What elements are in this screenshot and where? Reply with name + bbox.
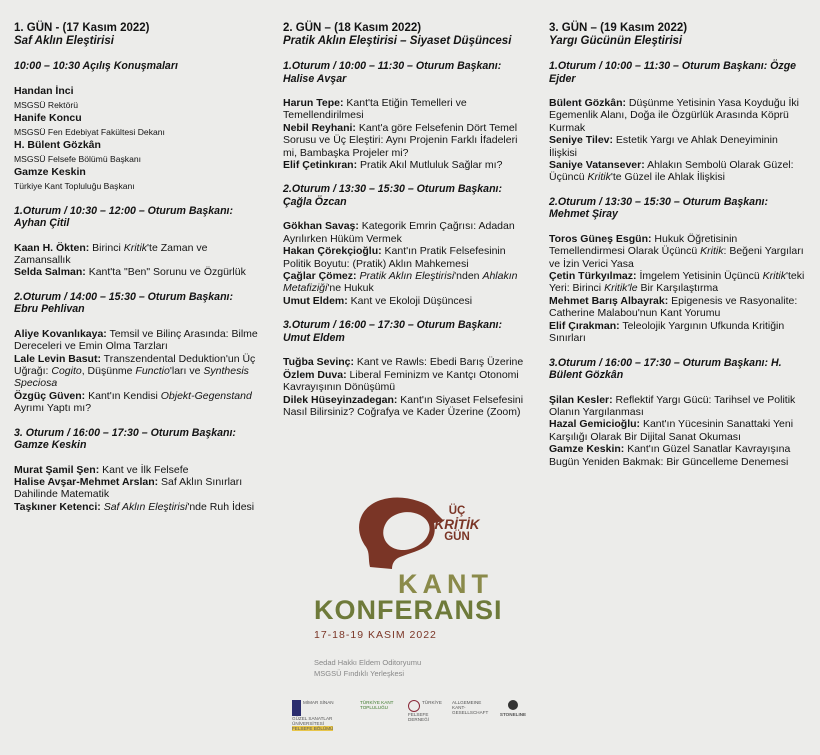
sponsor-akg: ALLGEMEINE KANT-GESELLSCHAFT xyxy=(452,700,489,716)
talk: Toros Güneş Esgün: Hukuk Öğretisinin Temellendirmesi Olarak Üçüncü Kritik: Beğeni Yargıları ve İzin Verici Yasa xyxy=(549,232,804,270)
session-talks xyxy=(14,464,260,514)
talk: Taşkıner Ketenci: Saf Aklın Eleştirisi'nde Ruh İdesi xyxy=(14,500,255,513)
talk: Nebil Reyhani: Kant'a göre Felsefenin Dört Temel Sorusu ve Üç Eleştiri: Aynı Projenin Farklı İfadeleri mi, Bambaşka Projeler mi? xyxy=(283,121,518,159)
session-title: 1.Oturum / 10:00 – 11:30 – Oturum Başkanı: Halise Avşar xyxy=(283,60,502,85)
day3-header: 3. GÜN – (19 Kasım 2022) xyxy=(549,22,688,34)
logo-gun: GÜN xyxy=(444,531,470,543)
session-talks xyxy=(14,242,260,279)
talk: Gökhan Savaş: Kategorik Emrin Çağrısı: Adadan Ayrılırken Hüküm Vermek xyxy=(283,220,515,245)
day1-header: 1. GÜN - (17 Kasım 2022) xyxy=(14,22,150,34)
session-talks xyxy=(549,97,807,184)
logo-kant: KANT xyxy=(398,569,493,599)
day3-column xyxy=(549,22,807,480)
sponsor-msgsu: MİMAR SİNAN GÜZEL SANATLAR ÜNİVERSİTESİ FELSEFE BÖLÜMÜ xyxy=(292,700,334,732)
talk: Aliye Kovanlıkaya: Temsil ve Bilinç Arasında: Bilme Dereceleri ve Emin Olma Tarzları xyxy=(14,327,258,353)
talk: Selda Salman: Kant'ta "Ben" Sorunu ve Özgürlük xyxy=(14,266,246,279)
day2-header: 2. GÜN – (18 Kasım 2022) xyxy=(283,22,422,34)
logo-kritik: KRİTİK xyxy=(434,517,480,532)
sponsor-stoneline: STONELINE xyxy=(496,700,530,717)
session-title: 1.Oturum / 10:00 – 11:30 – Oturum Başkanı: Özge Ejder xyxy=(549,60,797,85)
msgsu-logo-icon xyxy=(292,700,301,716)
logo-konferansi: KONFERANSI xyxy=(314,595,503,625)
venue xyxy=(314,657,421,679)
talk: Bülent Gözkân: Düşünme Yetisinin Yasa Koyduğu İki Egemenlik Alanı, Doğa ile Özgürlük Arasında Köprü Kurmak xyxy=(549,97,799,134)
opener-role: MSGSÜ Rektörü xyxy=(14,99,78,110)
talk: Murat Şamil Şen: Kant ve İlk Felsefe xyxy=(14,463,189,476)
day1-title: Saf Aklın Eleştirisi xyxy=(14,35,114,47)
talk: Çağlar Çömez: Pratik Aklın Eleştirisi'nden Ahlakın Metafiziği'ne Hukuk xyxy=(283,270,518,295)
venue-campus: MSGSÜ Fındıklı Yerleşkesi xyxy=(314,669,405,678)
day2-column xyxy=(283,22,531,430)
day3-title: Yargı Gücünün Eleştirisi xyxy=(549,35,683,47)
opening-speakers xyxy=(14,85,260,193)
session-talks xyxy=(283,97,531,171)
talk: Lale Levin Basut: Transzendental Deduktion'un Üç Uğrağı: Cogito, Düşünme Functio'ları ve Synthesis Speciosa xyxy=(14,352,256,390)
session-talks xyxy=(549,394,807,468)
session-title: 3.Oturum / 16:00 – 17:30 – Oturum Başkanı: H. Bülent Gözkân xyxy=(549,356,782,381)
talk: Özlem Duva: Liberal Feminizm ve Kantçı Otonomi Kavrayışının Dönüşümü xyxy=(283,368,519,394)
talk: Kaan H. Ökten: Birinci Kritik'te Zaman ve Zamansallık xyxy=(14,241,208,266)
talk: Saniye Vatansever: Ahlakın Sembolü Olarak Güzel: Üçüncü Kritik'te Güzel ile Ahlak İlişkisi xyxy=(549,159,794,184)
talk: Harun Tepe: Kant'ta Etiğin Temelleri ve Temellendirilmesi xyxy=(283,97,467,122)
venue-hall: Sedad Hakkı Eldem Oditoryumu xyxy=(314,658,422,667)
talk: Şilan Kesler: Reflektif Yargı Gücü: Tarihsel ve Politik Olanın Yargılanması xyxy=(549,393,796,418)
sponsor-philosophy-assoc: TÜRKİYE FELSEFE DERNEĞİ xyxy=(408,700,442,723)
session-title: 2.Oturum / 13:30 – 15:30 – Oturum Başkanı: Mehmet Şiray xyxy=(549,195,769,221)
session-talks xyxy=(283,356,531,418)
seal-icon xyxy=(408,700,420,712)
talk: Hakan Çörekçioğlu: Kant'ın Pratik Felsefesinin Politik Boyutu: (Pratik) Aklın Mahkemesi xyxy=(283,245,506,270)
talk: Elif Çetinkıran: Pratik Akıl Mutluluk Sağlar mı? xyxy=(283,159,503,172)
talk: Seniye Tilev: Estetik Yargı ve Ahlak Deneyiminin İlişkisi xyxy=(549,134,778,159)
opener-role: MSGSÜ Fen Edebiyat Fakültesi Dekanı xyxy=(14,126,165,137)
talk: Dilek Hüseyinzadegan: Kant'ın Siyaset Felsefesini Nasıl Bilirsiniz? Coğrafya ve Kader Üzerine (Zoom) xyxy=(283,393,524,418)
stoneline-logo-icon xyxy=(508,700,518,710)
day2-title: Pratik Aklın Eleştirisi – Siyaset Düşüncesi xyxy=(283,35,512,47)
talk: Halise Avşar-Mehmet Arslan: Saf Aklın Sınırları Dahilinde Matematik xyxy=(14,475,243,501)
talk: Tuğba Sevinç: Kant ve Rawls: Ebedi Barış Üzerine xyxy=(283,356,524,369)
sponsor-kant-society: TÜRKİYE KANT TOPLULUĞU xyxy=(360,700,394,711)
session-talks xyxy=(14,328,260,415)
talk: Çetin Türkyılmaz: İmgelem Yetisinin Üçüncü Kritik'teki Yeri: Birinci Kritik'le Bir Karşılaştırma xyxy=(549,270,805,295)
logo-uc: ÜÇ xyxy=(448,505,466,517)
opening-session: 10:00 – 10:30 Açılış Konuşmaları xyxy=(14,60,178,72)
session-title: 3. Oturum / 16:00 – 17:30 – Oturum Başkanı: Gamze Keskin xyxy=(14,426,236,452)
talk: Umut Eldem: Kant ve Ekoloji Düşüncesi xyxy=(283,294,473,307)
opener-name: Hanife Koncu xyxy=(14,111,82,124)
session-title: 3.Oturum / 16:00 – 17:30 – Oturum Başkanı: Umut Eldem xyxy=(283,319,503,344)
day1-column xyxy=(14,22,260,525)
opener-name: Handan İnci xyxy=(14,84,74,97)
opener-role: MSGSÜ Felsefe Bölümü Başkanı xyxy=(14,153,142,164)
talk: Hazal Gemicioğlu: Kant'ın Yücesinin Sanattaki Yeni Karşılığı Olarak Bir Dijital Sanat Okuması xyxy=(549,418,794,443)
session-title: 2.Oturum / 14:00 – 15:30 – Oturum Başkanı: Ebru Pehlivan xyxy=(14,290,234,316)
logo-subtitle xyxy=(412,505,502,544)
opener-name: Gamze Keskin xyxy=(14,165,86,178)
opener-name: H. Bülent Gözkân xyxy=(14,138,101,151)
opener-role: Türkiye Kant Topluluğu Başkanı xyxy=(14,180,135,191)
conference-dates: 17-18-19 KASIM 2022 xyxy=(314,629,437,641)
sponsor-strip xyxy=(290,700,530,732)
talk: Mehmet Barış Albayrak: Epigenesis ve Rasyonalite: Catherine Malabou'nun Kant Yorumu xyxy=(549,294,798,320)
talk: Gamze Keskin: Kant'ın Güzel Sanatlar Kavrayışına Bugün Yeniden Bakmak: Bir Güncelleme Denemesi xyxy=(549,443,791,468)
session-title: 2.Oturum / 13:30 – 15:30 – Oturum Başkanı: Çağla Özcan xyxy=(283,183,503,208)
talk: Elif Çırakman: Teleolojik Yargının Ufkunda Kritiğin Sınırları xyxy=(549,319,785,345)
talk: Özgüç Güven: Kant'ın Kendisi Objekt-Gegenstand Ayrımı Yaptı mı? xyxy=(14,389,252,415)
session-title: 1.Oturum / 10:30 – 12:00 – Oturum Başkanı: Ayhan Çitil xyxy=(14,204,234,229)
session-talks xyxy=(283,220,531,307)
session-talks xyxy=(549,233,807,345)
